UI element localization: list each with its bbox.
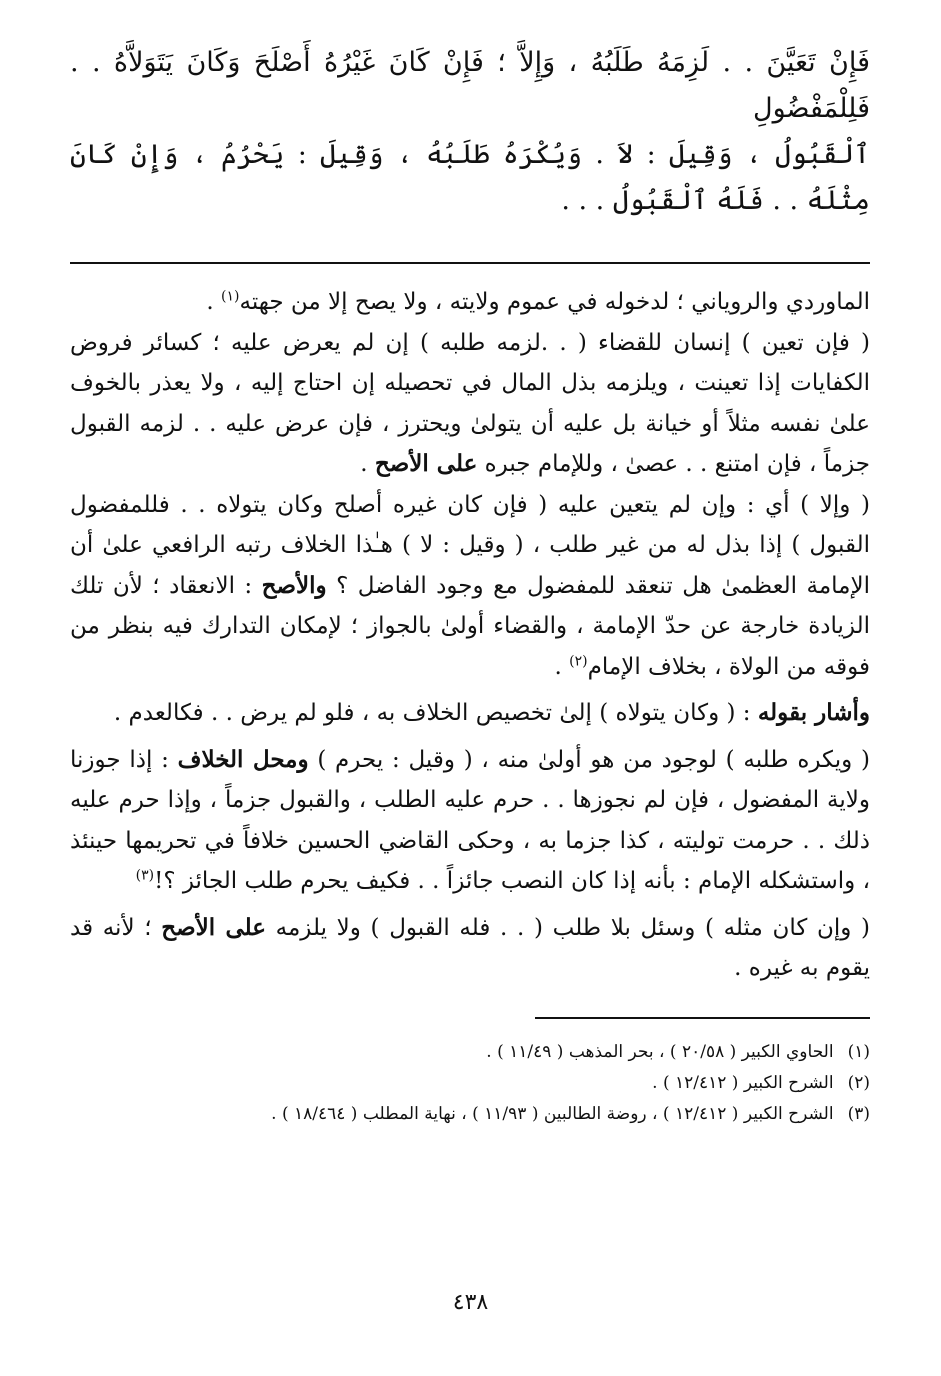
footnote-text: الحاوي الكبير ( ٢٠/٥٨ ) ، بحر المذهب ( ١١/٤٩ ) .	[486, 1041, 834, 1062]
text-run: .	[360, 451, 375, 477]
text-run: ؛ لأنه قد يقوم به غيره .	[70, 914, 870, 981]
text-run: .	[206, 289, 222, 315]
text-run: ( وإلا ) أي : وإن لم يتعين عليه ( فإن كان غيره أصلح وكان يتولاه . . فللمفضول القبول ) إذا بذل له من غير طلب ، ( وقيل : لا ) هـٰذا الخلاف رتبه الرافعي علىٰ أن الإمامة العظمىٰ هل تنعقد للمفضول مع وجود الفاضل ؟	[70, 491, 870, 599]
commentary-paragraph	[70, 323, 870, 485]
footnote	[70, 1099, 870, 1130]
footnote-number: (٣)	[847, 1103, 870, 1124]
text-run: ( فإن تعين ) إنسان للقضاء ( . .لزمه طلبه ) إن لم يعرض عليه ؛ كسائر فروض الكفايات إذا تعينت ، ويلزمه بذل المال في تحصيله إن احتاج إليه ، ولا يعذر بالخوف علىٰ نفسه مثلاً أو خيانة بل عليه أن يتولىٰ ويحترز ، فإن عرض عليه . . لزمه القبول جزماً ، فإن امتنع . . عصىٰ ، وللإمام جبره	[70, 329, 870, 477]
bold-term: ومحل الخلاف	[177, 745, 309, 773]
text-run: ( وإن كان مثله ) وسئل بلا طلب ( . . فله القبول ) ولا يلزمه	[265, 914, 870, 941]
footnote-number: (٢)	[847, 1072, 870, 1093]
commentary-paragraph	[70, 485, 870, 688]
commentary-paragraph	[70, 693, 870, 734]
text-run: ( ويكره طلبه ) لوجود من هو أولىٰ منه ، ( وقيل : يحرم )	[308, 746, 870, 773]
page-body	[70, 40, 870, 1130]
commentary-paragraph	[70, 740, 870, 902]
text-run: .	[554, 653, 570, 680]
commentary-paragraph	[70, 908, 870, 989]
footnote-divider	[535, 1017, 870, 1019]
text-run: : إذا جوزنا ولاية المفضول ، فإن لم نجوزها . . حرم عليه الطلب ، والقبول جزماً ، وإذا حرم عليه ذلك . . حرمت توليته ، كذا جزما به ، وحكى القاضي الحسين خلافاً في تحريمها حينئذ ، واستشكله الإمام : بأنه إذا كان النصب جائزاً . . فكيف يحرم طلب الجائز ؟!	[70, 746, 870, 894]
bold-term: على الأصح	[374, 450, 478, 477]
footnotes-list	[70, 1037, 870, 1130]
bold-term: والأصح	[261, 571, 327, 599]
matn-text	[70, 40, 870, 224]
footnote-text: الشرح الكبير ( ١٢/٤١٢ ) ، روضة الطالبين ( ١١/٩٣ ) ، نهاية المطلب ( ١٨/٤٦٤ ) .	[271, 1103, 834, 1124]
matn-line: فَإِنْ تَعَيَّنَ . . لَزِمَهُ طَلَبُهُ ، وَإِلاَّ ؛ فَإِنْ كَانَ غَيْرُهُ أَصْلَحَ وَكَانَ يَتَوَلاَّهُ . . فَلِلْمَفْضُولِ	[70, 47, 870, 124]
text-run: الماوردي والروياني ؛ لدخوله في عموم ولايته ، ولا يصح إلا من جهته	[239, 289, 870, 315]
footnote-ref: (٢)	[569, 652, 588, 669]
footnote	[70, 1068, 870, 1099]
footnote	[70, 1037, 870, 1068]
matn-line: ٱلْقَبُولُ ، وَقِيلَ : لاَ . وَيُكْرَهُ طَلَبُهُ ، وَقِيلَ : يَحْرُمُ ، وَإِنْ كَانَ مِثْلَهُ . . فَلَهُ ٱلْقَبُولُ . . .	[70, 139, 870, 216]
footnote-text: الشرح الكبير ( ١٢/٤١٢ ) .	[652, 1072, 834, 1093]
bold-term: على الأصح	[161, 913, 266, 941]
footnote-ref: (٣)	[135, 867, 155, 884]
footnote-ref: (١)	[221, 288, 240, 305]
commentary-paragraph	[70, 282, 870, 323]
bold-term: وأشار بقوله	[757, 699, 870, 726]
matn-divider	[70, 262, 870, 264]
text-run: : الانعقاد ؛ لأن تلك الزيادة خارجة عن حدّ الإمامة ، والقضاء أولىٰ بالجواز ؛ لإمكان التدارك فيه بنظر من فوقه من الولاة ، بخلاف الإمام	[70, 572, 870, 680]
text-run: : ( وكان يتولاه ) إلىٰ تخصيص الخلاف به ، فلو لم يرض . . فكالعدم .	[113, 700, 758, 726]
footnote-number: (١)	[847, 1041, 870, 1062]
page-number: ٤٣٨	[452, 1290, 489, 1315]
commentary-text	[70, 282, 870, 989]
